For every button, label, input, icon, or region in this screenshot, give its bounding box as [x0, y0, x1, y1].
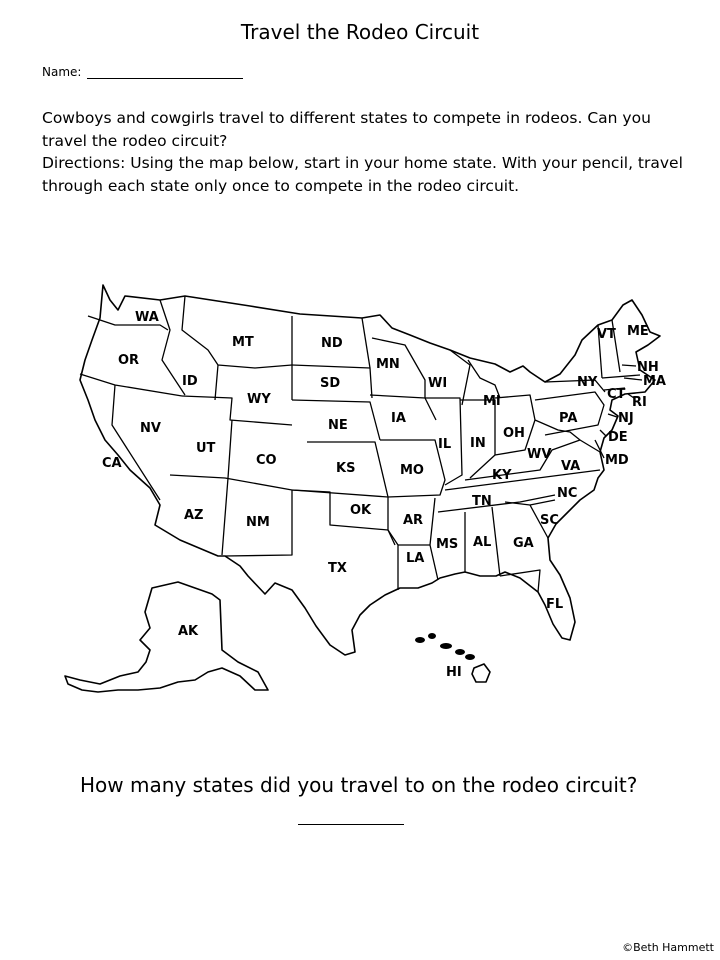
- name-row: [42, 64, 243, 79]
- directions-paragraph: Directions: Using the map below, start in your home state. With your pencil, travel through each state only once to compete in the rodeo circuit.: [42, 154, 683, 195]
- answer-blank-line[interactable]: [298, 824, 404, 825]
- state-label-or: OR: [118, 353, 140, 368]
- alaska-shape: [65, 582, 268, 692]
- state-label-ky: KY: [492, 468, 512, 483]
- us-states-map: [0, 270, 720, 710]
- state-label-il: IL: [438, 437, 452, 452]
- state-label-nm: NM: [246, 515, 270, 530]
- state-label-wi: WI: [428, 376, 448, 391]
- state-label-nh: NH: [637, 360, 659, 375]
- intro-text: [42, 107, 692, 197]
- worksheet-title: Travel the Rodeo Circuit: [240, 20, 480, 44]
- state-label-ct: CT: [607, 387, 626, 402]
- state-label-mo: MO: [400, 463, 424, 478]
- state-label-va: VA: [561, 459, 581, 474]
- state-label-az: AZ: [184, 508, 204, 523]
- state-label-nv: NV: [140, 421, 161, 436]
- state-label-de: DE: [608, 430, 628, 445]
- copyright-credit: ©Beth Hammett: [622, 941, 714, 954]
- state-label-ga: GA: [513, 536, 534, 551]
- state-label-nd: ND: [321, 336, 343, 351]
- name-blank-line[interactable]: [87, 64, 243, 79]
- state-label-wa: WA: [135, 310, 159, 325]
- state-label-ms: MS: [436, 537, 459, 552]
- state-label-wv: WV: [527, 447, 552, 462]
- state-label-mi: MI: [483, 394, 501, 409]
- state-label-ri: RI: [632, 395, 647, 410]
- question-text: How many states did you travel to on the rodeo circuit?: [80, 773, 638, 797]
- state-label-mn: MN: [376, 357, 400, 372]
- state-label-in: IN: [470, 436, 486, 451]
- state-label-md: MD: [605, 453, 629, 468]
- state-label-al: AL: [473, 535, 492, 550]
- state-label-mt: MT: [232, 335, 254, 350]
- state-label-nj: NJ: [618, 411, 634, 426]
- state-label-hi: HI: [446, 665, 462, 680]
- state-label-ak: AK: [178, 624, 199, 639]
- state-label-me: ME: [627, 324, 649, 339]
- state-label-wy: WY: [247, 392, 271, 407]
- state-label-ok: OK: [350, 503, 372, 518]
- state-label-id: ID: [182, 374, 198, 389]
- state-label-ma: MA: [643, 374, 666, 389]
- intro-paragraph: Cowboys and cowgirls travel to different states to compete in rodeos. Can you travel the rodeo circuit?: [42, 109, 651, 150]
- state-label-ca: CA: [102, 456, 122, 471]
- state-label-co: CO: [256, 453, 277, 468]
- state-label-pa: PA: [559, 411, 578, 426]
- state-label-ar: AR: [403, 513, 424, 528]
- state-label-la: LA: [406, 551, 425, 566]
- state-label-tx: TX: [328, 561, 347, 576]
- state-label-ks: KS: [336, 461, 356, 476]
- state-label-sc: SC: [540, 513, 559, 528]
- state-label-oh: OH: [503, 426, 525, 441]
- state-label-fl: FL: [546, 597, 564, 612]
- state-label-nc: NC: [557, 486, 578, 501]
- state-label-ut: UT: [196, 441, 216, 456]
- state-label-ia: IA: [391, 411, 406, 426]
- state-label-sd: SD: [320, 376, 341, 391]
- name-label: Name:: [42, 65, 82, 79]
- state-label-ne: NE: [328, 418, 348, 433]
- state-label-vt: VT: [597, 327, 616, 342]
- state-label-tn: TN: [472, 494, 492, 509]
- state-label-ny: NY: [577, 375, 598, 390]
